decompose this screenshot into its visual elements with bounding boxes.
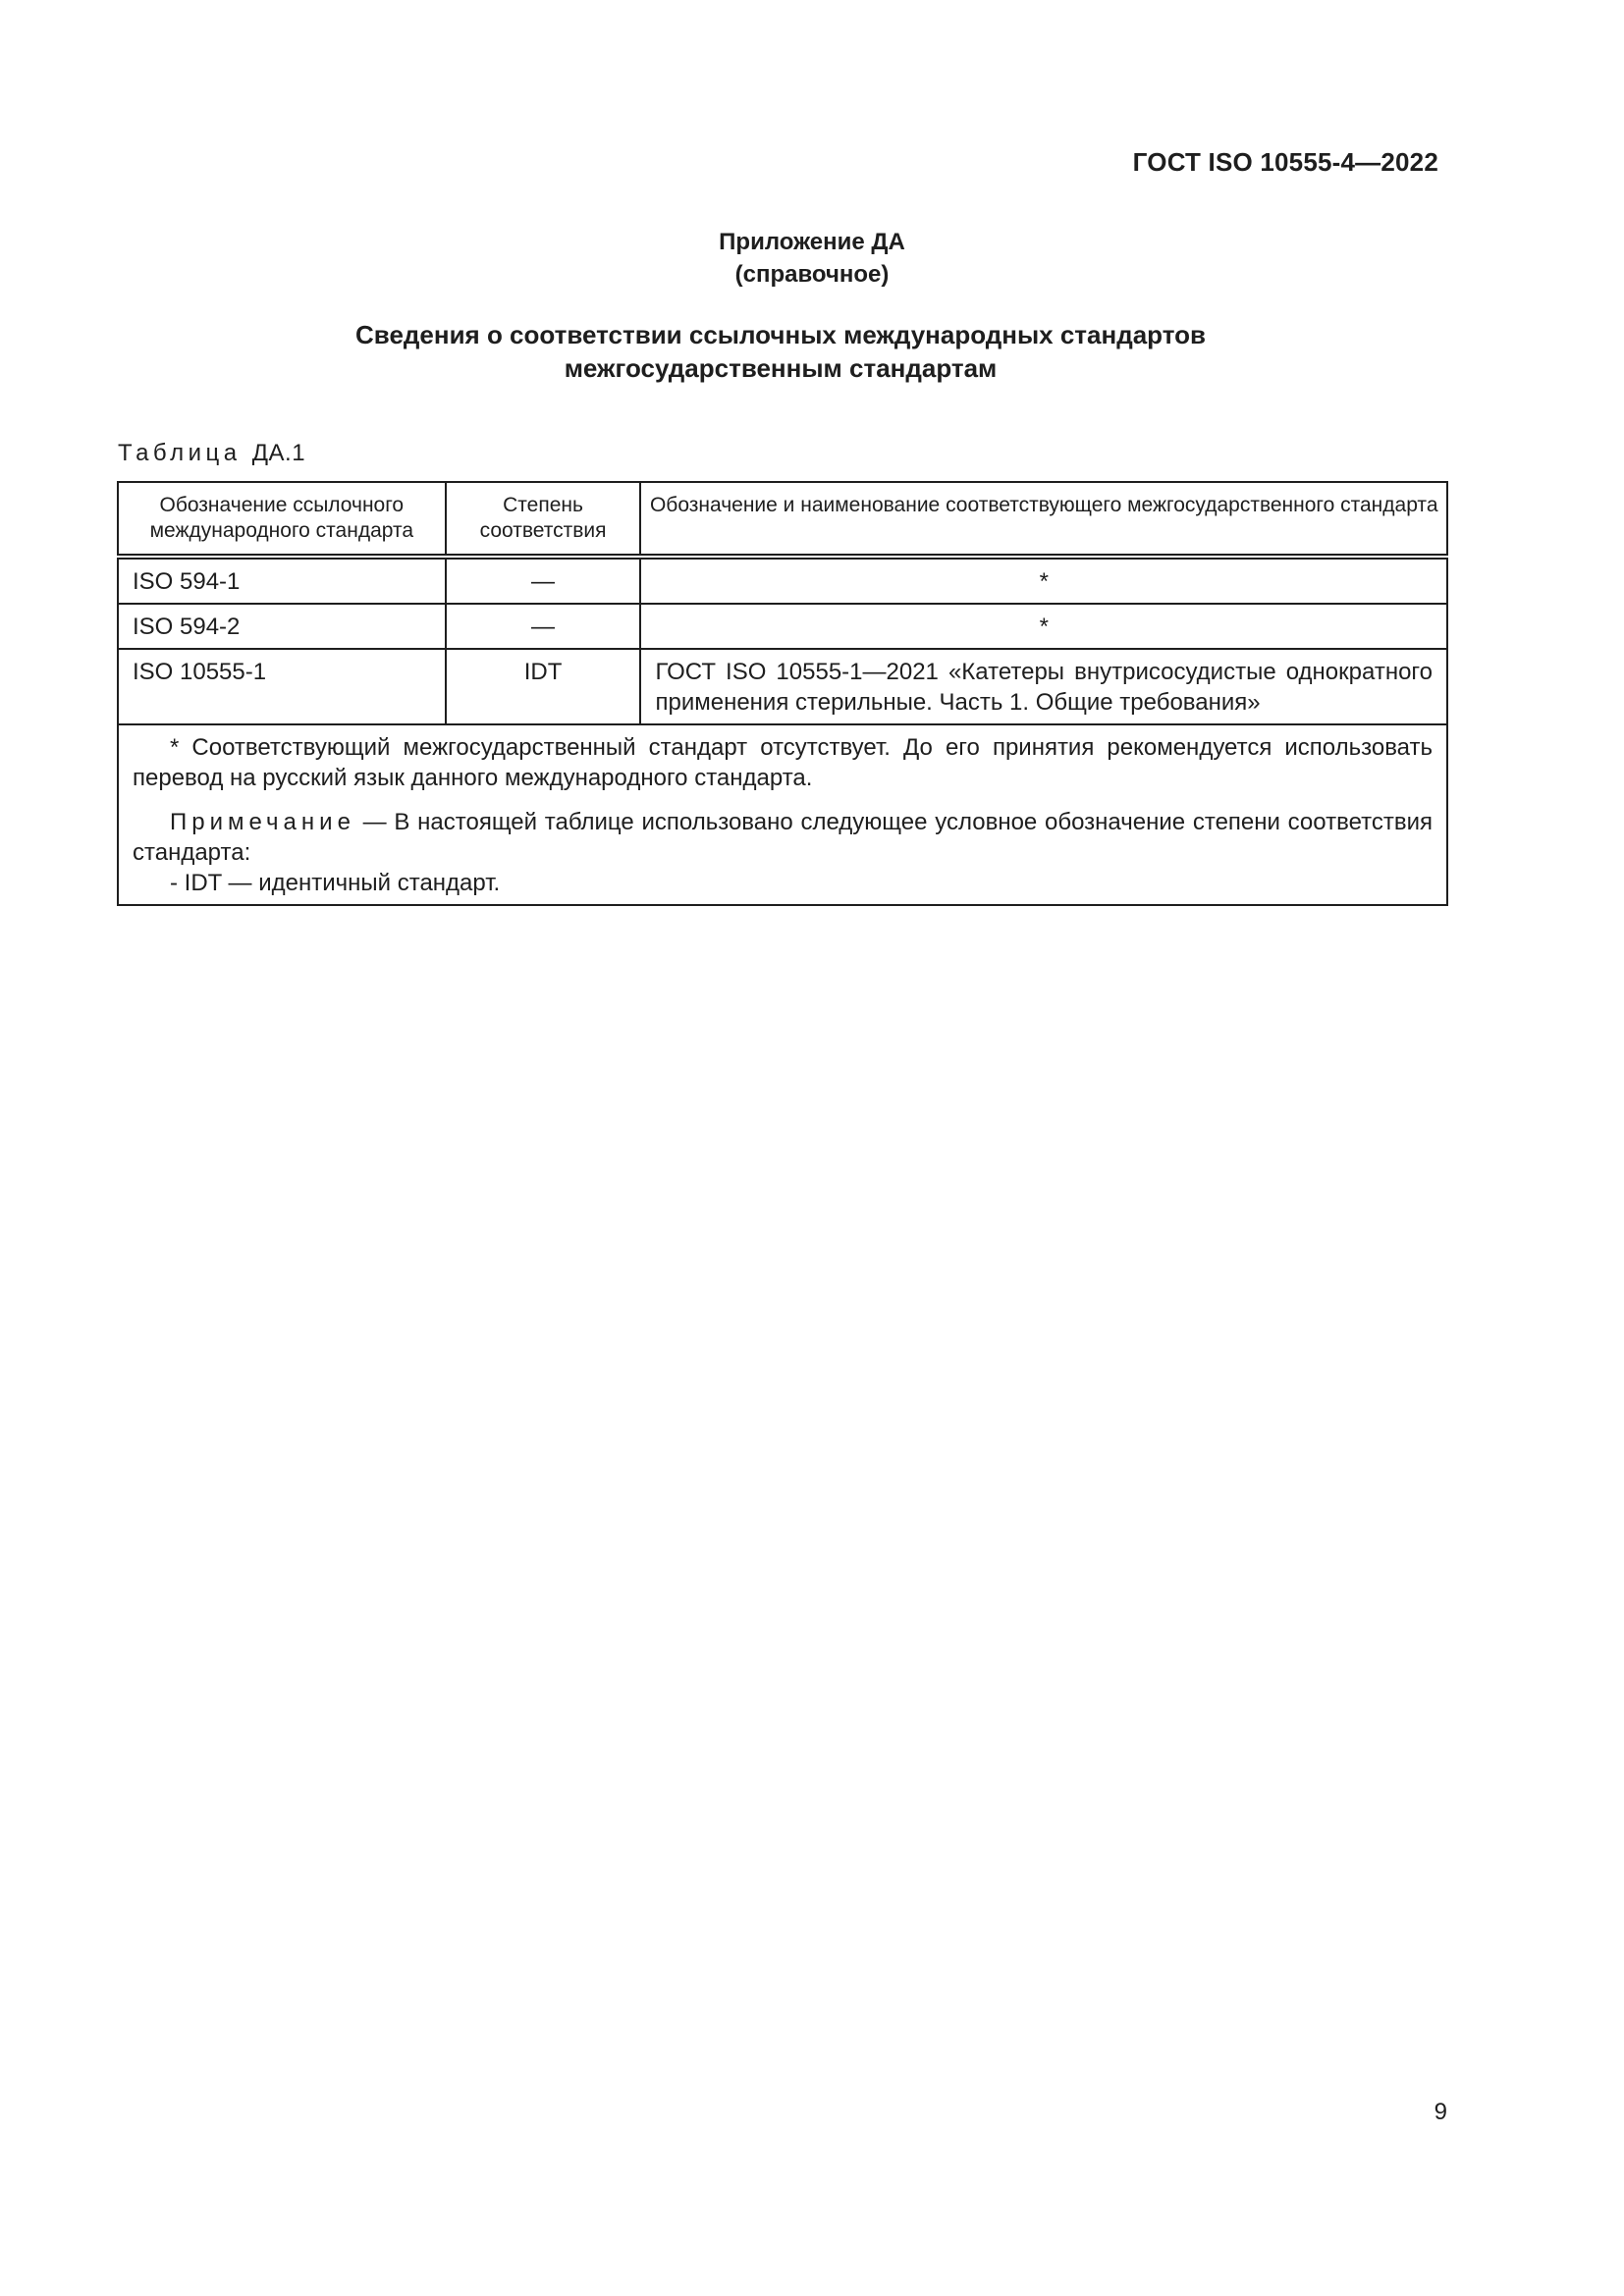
table-row: [118, 604, 1447, 649]
table-caption-word: Таблица: [118, 440, 242, 466]
document-code-header: ГОСТ ISO 10555-4—2022: [1132, 147, 1438, 177]
table-row: [118, 557, 1447, 604]
cell-degree: IDT: [446, 649, 641, 724]
column-header-national: Обозначение и наименование соответствующего межгосударственного стандарта: [640, 482, 1447, 557]
cell-reference: ISO 10555-1: [118, 649, 446, 724]
page-number: 9: [1434, 2099, 1447, 2125]
cell-reference: ISO 594-1: [118, 557, 446, 604]
cell-national: *: [640, 604, 1447, 649]
table-caption: [118, 440, 305, 467]
cell-national: ГОСТ ISO 10555-1—2021 «Катетеры внутрисосудистые однократного применения стерильные. Часть 1. Общие требования»: [640, 649, 1447, 724]
annex-title-line-2: межгосударственным стандартам: [564, 353, 998, 383]
note-text: — В настоящей таблице использовано следующее условное обозначение степени соответствия стандарта:: [133, 809, 1433, 866]
cell-national: *: [640, 557, 1447, 604]
annex-title-line-1: Сведения о соответствии ссылочных международных стандартов: [355, 320, 1206, 349]
table-notes-row: [118, 724, 1447, 905]
cell-degree: —: [446, 604, 641, 649]
cell-reference: ISO 594-2: [118, 604, 446, 649]
table-header-row: [118, 482, 1447, 557]
note-label: Примечание: [170, 809, 355, 835]
table-notes-cell: [118, 724, 1447, 905]
cell-degree: —: [446, 557, 641, 604]
table-note: [133, 807, 1433, 868]
table-row: [118, 649, 1447, 724]
column-header-reference: Обозначение ссылочного международного стандарта: [118, 482, 446, 557]
table-footnote: * Соответствующий межгосударственный стандарт отсутствует. До его принятия рекомендуется использовать перевод на русский язык данного международного стандарта.: [133, 734, 1433, 791]
annex-heading: [0, 226, 1624, 291]
correspondence-table: [117, 481, 1448, 906]
annex-label: Приложение ДА: [719, 229, 905, 255]
annex-type: (справочное): [734, 261, 890, 288]
column-header-degree: Степень соответствия: [446, 482, 641, 557]
annex-title: [0, 318, 1561, 385]
note-item: - IDT — идентичный стандарт.: [170, 870, 501, 896]
table-caption-number: ДА.1: [251, 440, 306, 466]
